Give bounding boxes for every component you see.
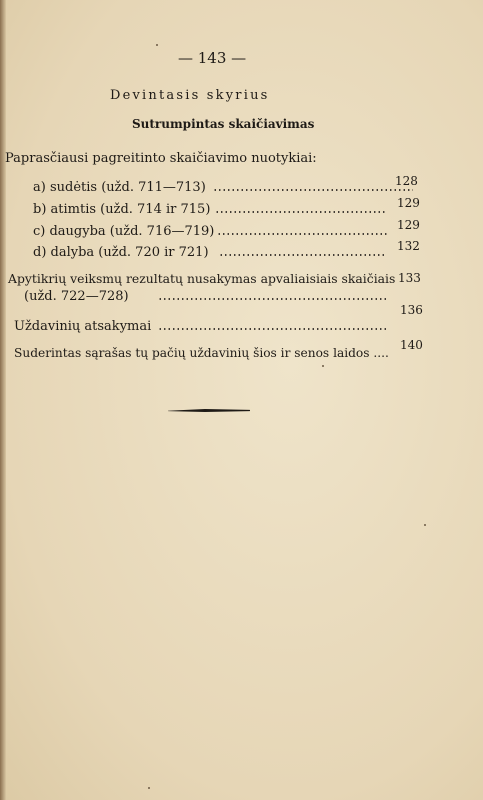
paper-speck: [424, 524, 426, 526]
toc-entry-label: a) sudėtis (užd. 711—713): [33, 180, 206, 195]
toc-entry-page: 136: [400, 303, 423, 317]
toc-entry-matched: [14, 338, 424, 364]
paper-speck: [322, 365, 324, 367]
toc-entry-page: 132: [397, 239, 420, 253]
toc-entry: [33, 218, 420, 242]
dot-leader: [217, 233, 387, 235]
dot-leader: [215, 211, 385, 213]
toc-entry-page: 129: [397, 196, 420, 210]
chapter-heading: Devintasis skyrius: [110, 88, 270, 103]
page-edge-shadow: [0, 0, 6, 800]
dot-leader: [219, 254, 387, 256]
decorative-rule: [168, 409, 250, 412]
toc-entry-answers: [14, 303, 423, 337]
section-title: Sutrumpintas skaičiavimas: [132, 117, 315, 131]
toc-entry-label-line1: Apytikrių veiksmų rezultatų nusakymas apvaliaisiais skaičiais: [8, 271, 396, 286]
toc-entry: [33, 196, 420, 220]
toc-entry-page: 129: [397, 218, 420, 232]
toc-entry: [33, 174, 418, 198]
toc-entry-page: 133: [398, 271, 421, 285]
toc-entry-page: 128: [395, 174, 418, 188]
dot-leader: [213, 189, 413, 191]
toc-entry-label: Suderintas sąrašas tų pačių uždavinių šios ir senos laidos ....: [14, 346, 389, 360]
dot-leader: [158, 298, 388, 300]
paper-speck: [156, 44, 158, 46]
paper-speck: [148, 787, 150, 789]
intro-line: Paprasčiausi pagreitinto skaičiavimo nuotykiai:: [5, 151, 317, 166]
toc-entry-page: 140: [400, 338, 423, 352]
dot-leader: [158, 328, 388, 330]
toc-entry-label: c) daugyba (užd. 716—719): [33, 224, 215, 239]
toc-entry-label-line2: (užd. 722—728): [24, 289, 129, 304]
toc-entry-label: Uždavinių atsakymai: [14, 319, 152, 334]
toc-entry: [33, 239, 420, 263]
page-number: — 143 —: [178, 49, 247, 67]
toc-entry-label: b) atimtis (užd. 714 ir 715): [33, 202, 211, 217]
toc-entry-label: d) dalyba (užd. 720 ir 721): [33, 245, 209, 260]
